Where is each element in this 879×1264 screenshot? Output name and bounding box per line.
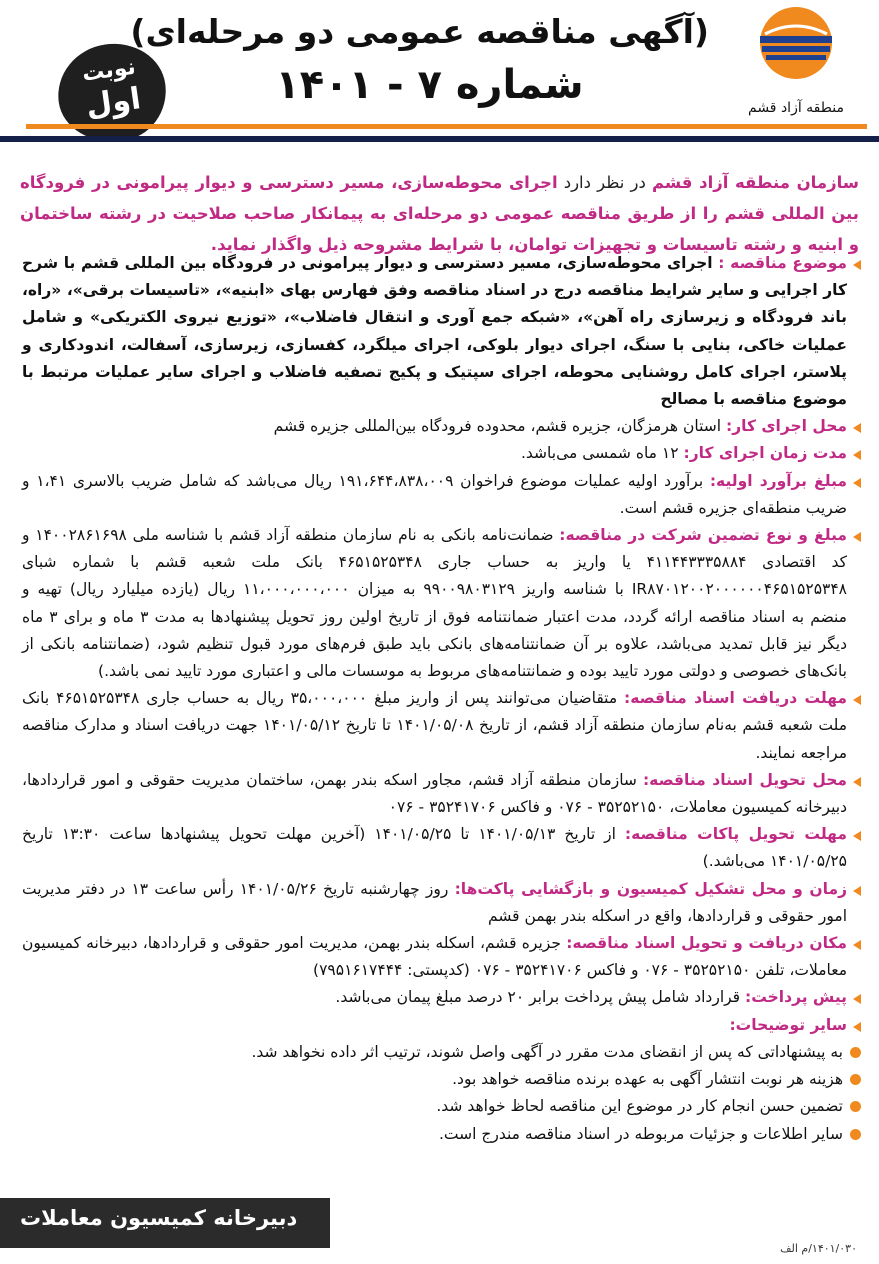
item-estimate (22, 468, 861, 522)
note-item: سایر اطلاعات و جزئیات مربوطه در اسناد مناقصه مندرج است. (22, 1121, 861, 1148)
item-label: زمان و محل تشکیل کمیسیون و بازگشایی پاکت‌ها: (454, 879, 847, 898)
notes-title: سایر توضیحات: (729, 1015, 847, 1034)
item-document-deadline (22, 685, 861, 767)
round-badge (52, 37, 173, 149)
notice-title: (آگهی مناقصه عمومی دو مرحله‌ای) (130, 12, 709, 51)
organization-logo (757, 4, 835, 82)
title-block (130, 10, 709, 112)
item-label: مبلغ برآورد اولیه: (709, 471, 848, 490)
item-label: موضوع مناقصه : (718, 254, 848, 272)
badge-line-1: نوبت (80, 54, 138, 87)
header-divider-navy (0, 136, 879, 142)
logo-block (731, 4, 861, 122)
footer-signature: دبیرخانه کمیسیون معاملات (20, 1206, 298, 1230)
item-text: سازمان منطقه آزاد قشم، مجاور اسکه بندر بهمن، ساختمان مدیریت حقوقی و امور قراردادها، دبیرخانه کمیسیون معاملات، ۳۵۲۵۲۱۵۰ - ۰۷۶ و فاکس ۳۵۲۴۱۷۰۶ - ۰۷۶ (22, 770, 847, 817)
item-subject (22, 250, 861, 413)
item-document-place (22, 930, 861, 984)
organization-name: منطقه آزاد قشم (748, 100, 844, 116)
item-text: استان هرمزگان، جزیره قشم، محدوده فرودگاه بین‌المللی جزیره قشم (273, 417, 726, 436)
footer-reference-code: ۱۴۰۱/۰۳۰/م الف (780, 1242, 857, 1255)
item-label: محل تحویل اسناد مناقصه: (642, 770, 847, 789)
item-text: از تاریخ ۱۴۰۱/۰۵/۱۳ تا ۱۴۰۱/۰۵/۲۵ (آخرین مهلت تحویل پیشنهادها ساعت ۱۳:۳۰ تاریخ ۱۴۰۱/۰۵/۲۵ می‌باشد.) (22, 825, 847, 871)
item-text: ۱۲ ماه شمسی می‌باشد. (520, 444, 684, 463)
item-label: پیش پرداخت: (745, 988, 847, 1007)
note-item: هزینه هر نوبت انتشار آگهی به عهده برنده مناقصه خواهد بود. (22, 1066, 861, 1093)
item-label: مهلت دریافت اسناد مناقصه: (624, 689, 848, 708)
note-item: به پیشنهاداتی که پس از انقضای مدت مقرر در آگهی واصل شوند، ترتیب اثر داده نخواهد شد. (22, 1039, 861, 1066)
intro-connector: در نظر دارد (557, 172, 652, 192)
item-duration (22, 440, 861, 467)
notice-number: شماره ۷ - ۱۴۰۱ (275, 62, 584, 108)
item-text: ضمانت‌نامه بانکی به نام سازمان منطقه آزاد قشم با شناسه ملی ۱۴۰۰۲۸۶۱۶۹۸ و کد اقتصادی ۴۱۱۴۴۳۳۳۵۸۸۴ یا واریز به حساب جاری ۴۶۵۱۵۲۵۳۴۸ بانک ملت شعبه قشم با شماره شبای IR۸۷۰۱۲۰۰۲۰۰۰۰۰۰۴۶۵۱۵۲۵۳۴۸ با شناسه واریز ۹۹۰۰۹۸۰۳۱۲۹ به میزان ۱۱،۰۰۰،۰۰۰،۰۰۰ ریال (یازده میلیارد ریال) تهیه و منضم به اسناد مناقصه ارائه گردد، مدت اعتبار ضمانتنامه فوق از تاریخ اولین روز تحویل پیشنهادها به مدت ۳ ماه و برای ۳ ماه دیگر نیز قابل تمدید می‌باشد، علاوه بر آن ضمانتنامه‌های بانکی باید طبق فرم‌های مورد قبول تنظیم شود، (ضمانتنامه بانکی از بانک‌های خصوصی و دولتی مورد تایید بوده و ضمانتنامه‌های مربوط به موسسات مالی و اعتباری مورد تایید نمی باشد.) (22, 526, 847, 681)
item-opening-session (22, 876, 861, 930)
item-location (22, 413, 861, 440)
item-text: متقاضیان می‌توانند پس از واریز مبلغ ۳۵،۰۰۰،۰۰۰ ریال به حساب جاری ۴۶۵۱۵۲۵۳۴۸ بانک ملت شعبه قشم به‌نام سازمان منطقه آزاد قشم، از تاریخ ۱۴۰۱/۰۵/۰۸ تا تاریخ ۱۴۰۱/۰۵/۱۲ جهت دریافت اسناد و مدارک مناقصه مراجعه نمایند. (22, 689, 848, 762)
logo-icon (757, 4, 835, 82)
item-envelope-deadline (22, 821, 861, 875)
item-text: اجرای محوطه‌سازی، مسیر دسترسی و دیوار پیرامونی در فرودگاه بین المللی قشم با شرح کار اجرایی و سایر شرایط مناقصه درج در اسناد مناقصه وفق فهارس بهای «ابنیه»، «تاسیسات برقی»، «راه، باند فرودگاه و زیرسازی راه آهن»، «شبکه جمع آوری و انتقال فاضلاب»، «توزیع نیروی الکتریکی» و شامل عملیات خاکی، بنایی با سنگ، اجرای دیوار بلوکی، اجرای میلگرد، کفسازی، زیرسازی، آسفالت، اندودکاری و پلاستر، اجرای کامل روشنایی محوطه، اجرای سپتیک و پکیج تصفیه فاضلاب و اجرای سایر عملیات مرتبط با موضوع مناقصه با مصالح (22, 254, 847, 409)
item-text: برآورد اولیه عملیات موضوع فراخوان ۱۹۱،۶۴۴،۸۳۸،۰۰۹ ریال می‌باشد که شامل ضریب بالاسری ۱،۴۱ و ضریب منطقه‌ای جزیره قشم است. (22, 471, 847, 517)
header-divider-orange (26, 124, 867, 129)
notice-body (22, 250, 861, 1148)
item-guarantee (22, 522, 861, 685)
item-text: روز چهارشنبه تاریخ ۱۴۰۱/۰۵/۲۶ رأس ساعت ۱۳ در دفتر مدیریت امور حقوقی و قراردادها، واقع در اسکله بندر بهمن قشم (22, 879, 847, 925)
item-prepayment (22, 984, 861, 1011)
item-document-delivery (22, 767, 861, 821)
item-label: مبلغ و نوع تضمین شرکت در مناقصه: (559, 526, 847, 545)
notes-heading (22, 1012, 861, 1039)
item-label: مهلت تحویل پاکات مناقصه: (624, 825, 847, 844)
note-item: تضمین حسن انجام کار در موضوع این مناقصه لحاظ خواهد شد. (22, 1093, 861, 1120)
badge-line-2: اول (83, 81, 143, 124)
intro-paragraph (20, 167, 859, 260)
item-label: مکان دریافت و تحویل اسناد مناقصه: (566, 934, 847, 953)
item-label: مدت زمان اجرای کار: (683, 444, 847, 463)
intro-description: اجرای محوطه‌سازی، مسیر دسترسی و دیوار پیرامونی در فرودگاه بین المللی قشم را از طریق مناقصه عمومی دو مرحله‌ای به پیمانکار صاحب صلاحیت در رشته ساختمان و ابنیه و رشته تاسیسات و تجهیزات توامان، با شرایط مشروحه ذیل واگذار نماید. (20, 172, 859, 254)
item-label: محل اجرای کار: (726, 417, 847, 436)
item-text: قرارداد شامل پیش پرداخت برابر ۲۰ درصد مبلغ پیمان می‌باشد. (335, 988, 746, 1007)
item-text: جزیره قشم، اسکله بندر بهمن، مدیریت امور حقوقی و قراردادها، دبیرخانه کمیسیون معاملات، تلفن ۳۵۲۵۲۱۵۰ - ۰۷۶ و فاکس ۳۵۲۴۱۷۰۶ - ۰۷۶ (کدپستی: ۷۹۵۱۶۱۷۴۴۴) (22, 934, 847, 980)
intro-organization: سازمان منطقه آزاد قشم (651, 172, 859, 192)
